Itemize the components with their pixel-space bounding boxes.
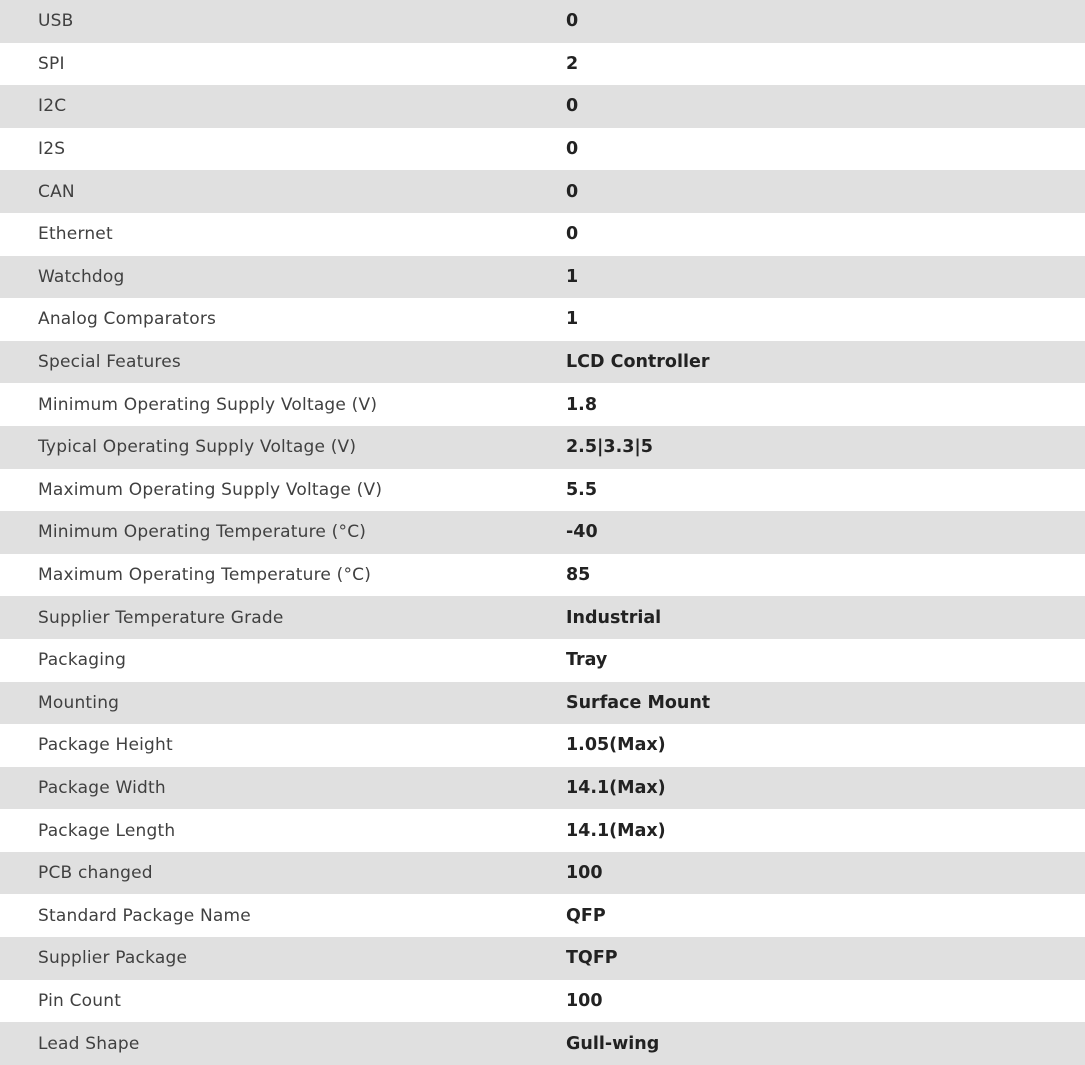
spec-row-package-width [0, 767, 1085, 810]
spec-row-i2c [0, 85, 1085, 128]
spec-row-i2s [0, 128, 1085, 171]
spec-label: Minimum Operating Supply Voltage (V) [38, 394, 378, 415]
spec-label: Supplier Temperature Grade [38, 607, 284, 628]
spec-label: Special Features [38, 352, 181, 373]
spec-label: Supplier Package [38, 948, 188, 969]
spec-label: Ethernet [38, 224, 113, 245]
spec-value: Gull-wing [566, 1033, 660, 1054]
spec-label: Maximum Operating Temperature (°C) [38, 565, 372, 586]
spec-row-lead-shape [0, 1022, 1085, 1065]
spec-label: Maximum Operating Supply Voltage (V) [38, 479, 383, 500]
spec-label: Mounting [38, 692, 120, 713]
spec-row-min-temperature [0, 511, 1085, 554]
spec-row-typ-supply-voltage [0, 426, 1085, 469]
spec-row-min-supply-voltage [0, 383, 1085, 426]
spec-label: Package Width [38, 777, 166, 798]
spec-value: 0 [566, 224, 579, 245]
spec-label: Package Height [38, 735, 173, 756]
spec-value: TQFP [566, 948, 618, 969]
spec-row-pcb-changed [0, 852, 1085, 895]
spec-label: SPI [38, 53, 65, 74]
spec-value: -40 [566, 522, 598, 543]
spec-row-special-features [0, 341, 1085, 384]
spec-value: 85 [566, 565, 591, 586]
spec-value: Surface Mount [566, 692, 711, 713]
spec-label: Watchdog [38, 266, 125, 287]
spec-row-analog-comparators [0, 298, 1085, 341]
spec-value: 1 [566, 309, 579, 330]
spec-label: CAN [38, 181, 75, 202]
spec-row-watchdog [0, 256, 1085, 299]
spec-value: 0 [566, 181, 579, 202]
spec-label: Lead Shape [38, 1033, 140, 1054]
spec-value: 1.05(Max) [566, 735, 666, 756]
spec-row-packaging [0, 639, 1085, 682]
spec-value: 5.5 [566, 479, 598, 500]
spec-row-spi [0, 43, 1085, 86]
spec-value: 2 [566, 53, 579, 74]
spec-row-mounting [0, 682, 1085, 725]
spec-label: Pin Count [38, 990, 122, 1011]
spec-value: 1 [566, 266, 579, 287]
spec-row-usb [0, 0, 1085, 43]
spec-label: PCB changed [38, 863, 153, 884]
spec-value: 0 [566, 139, 579, 160]
spec-value: 14.1(Max) [566, 777, 666, 798]
spec-label: I2C [38, 96, 67, 117]
spec-value: 0 [566, 11, 579, 32]
spec-value: 0 [566, 96, 579, 117]
spec-label: Analog Comparators [38, 309, 217, 330]
spec-label: I2S [38, 139, 66, 160]
spec-row-supplier-package [0, 937, 1085, 980]
spec-row-package-length [0, 809, 1085, 852]
spec-row-can [0, 170, 1085, 213]
spec-value: 14.1(Max) [566, 820, 666, 841]
spec-value: 100 [566, 990, 603, 1011]
spec-label: Packaging [38, 650, 127, 671]
spec-value: QFP [566, 905, 606, 926]
spec-value: 1.8 [566, 394, 598, 415]
spec-label: Typical Operating Supply Voltage (V) [38, 437, 357, 458]
spec-row-max-supply-voltage [0, 469, 1085, 512]
spec-row-max-temperature [0, 554, 1085, 597]
spec-row-ethernet [0, 213, 1085, 256]
spec-row-temperature-grade [0, 596, 1085, 639]
spec-row-standard-package-name [0, 894, 1085, 937]
spec-label: USB [38, 11, 74, 32]
spec-label: Standard Package Name [38, 905, 251, 926]
spec-row-package-height [0, 724, 1085, 767]
spec-value: LCD Controller [566, 352, 710, 373]
spec-value: Industrial [566, 607, 662, 628]
spec-value: 100 [566, 863, 603, 884]
spec-label: Minimum Operating Temperature (°C) [38, 522, 367, 543]
spec-row-pin-count [0, 980, 1085, 1023]
spec-value: 2.5|3.3|5 [566, 437, 653, 458]
spec-value: Tray [566, 650, 608, 671]
spec-label: Package Length [38, 820, 176, 841]
